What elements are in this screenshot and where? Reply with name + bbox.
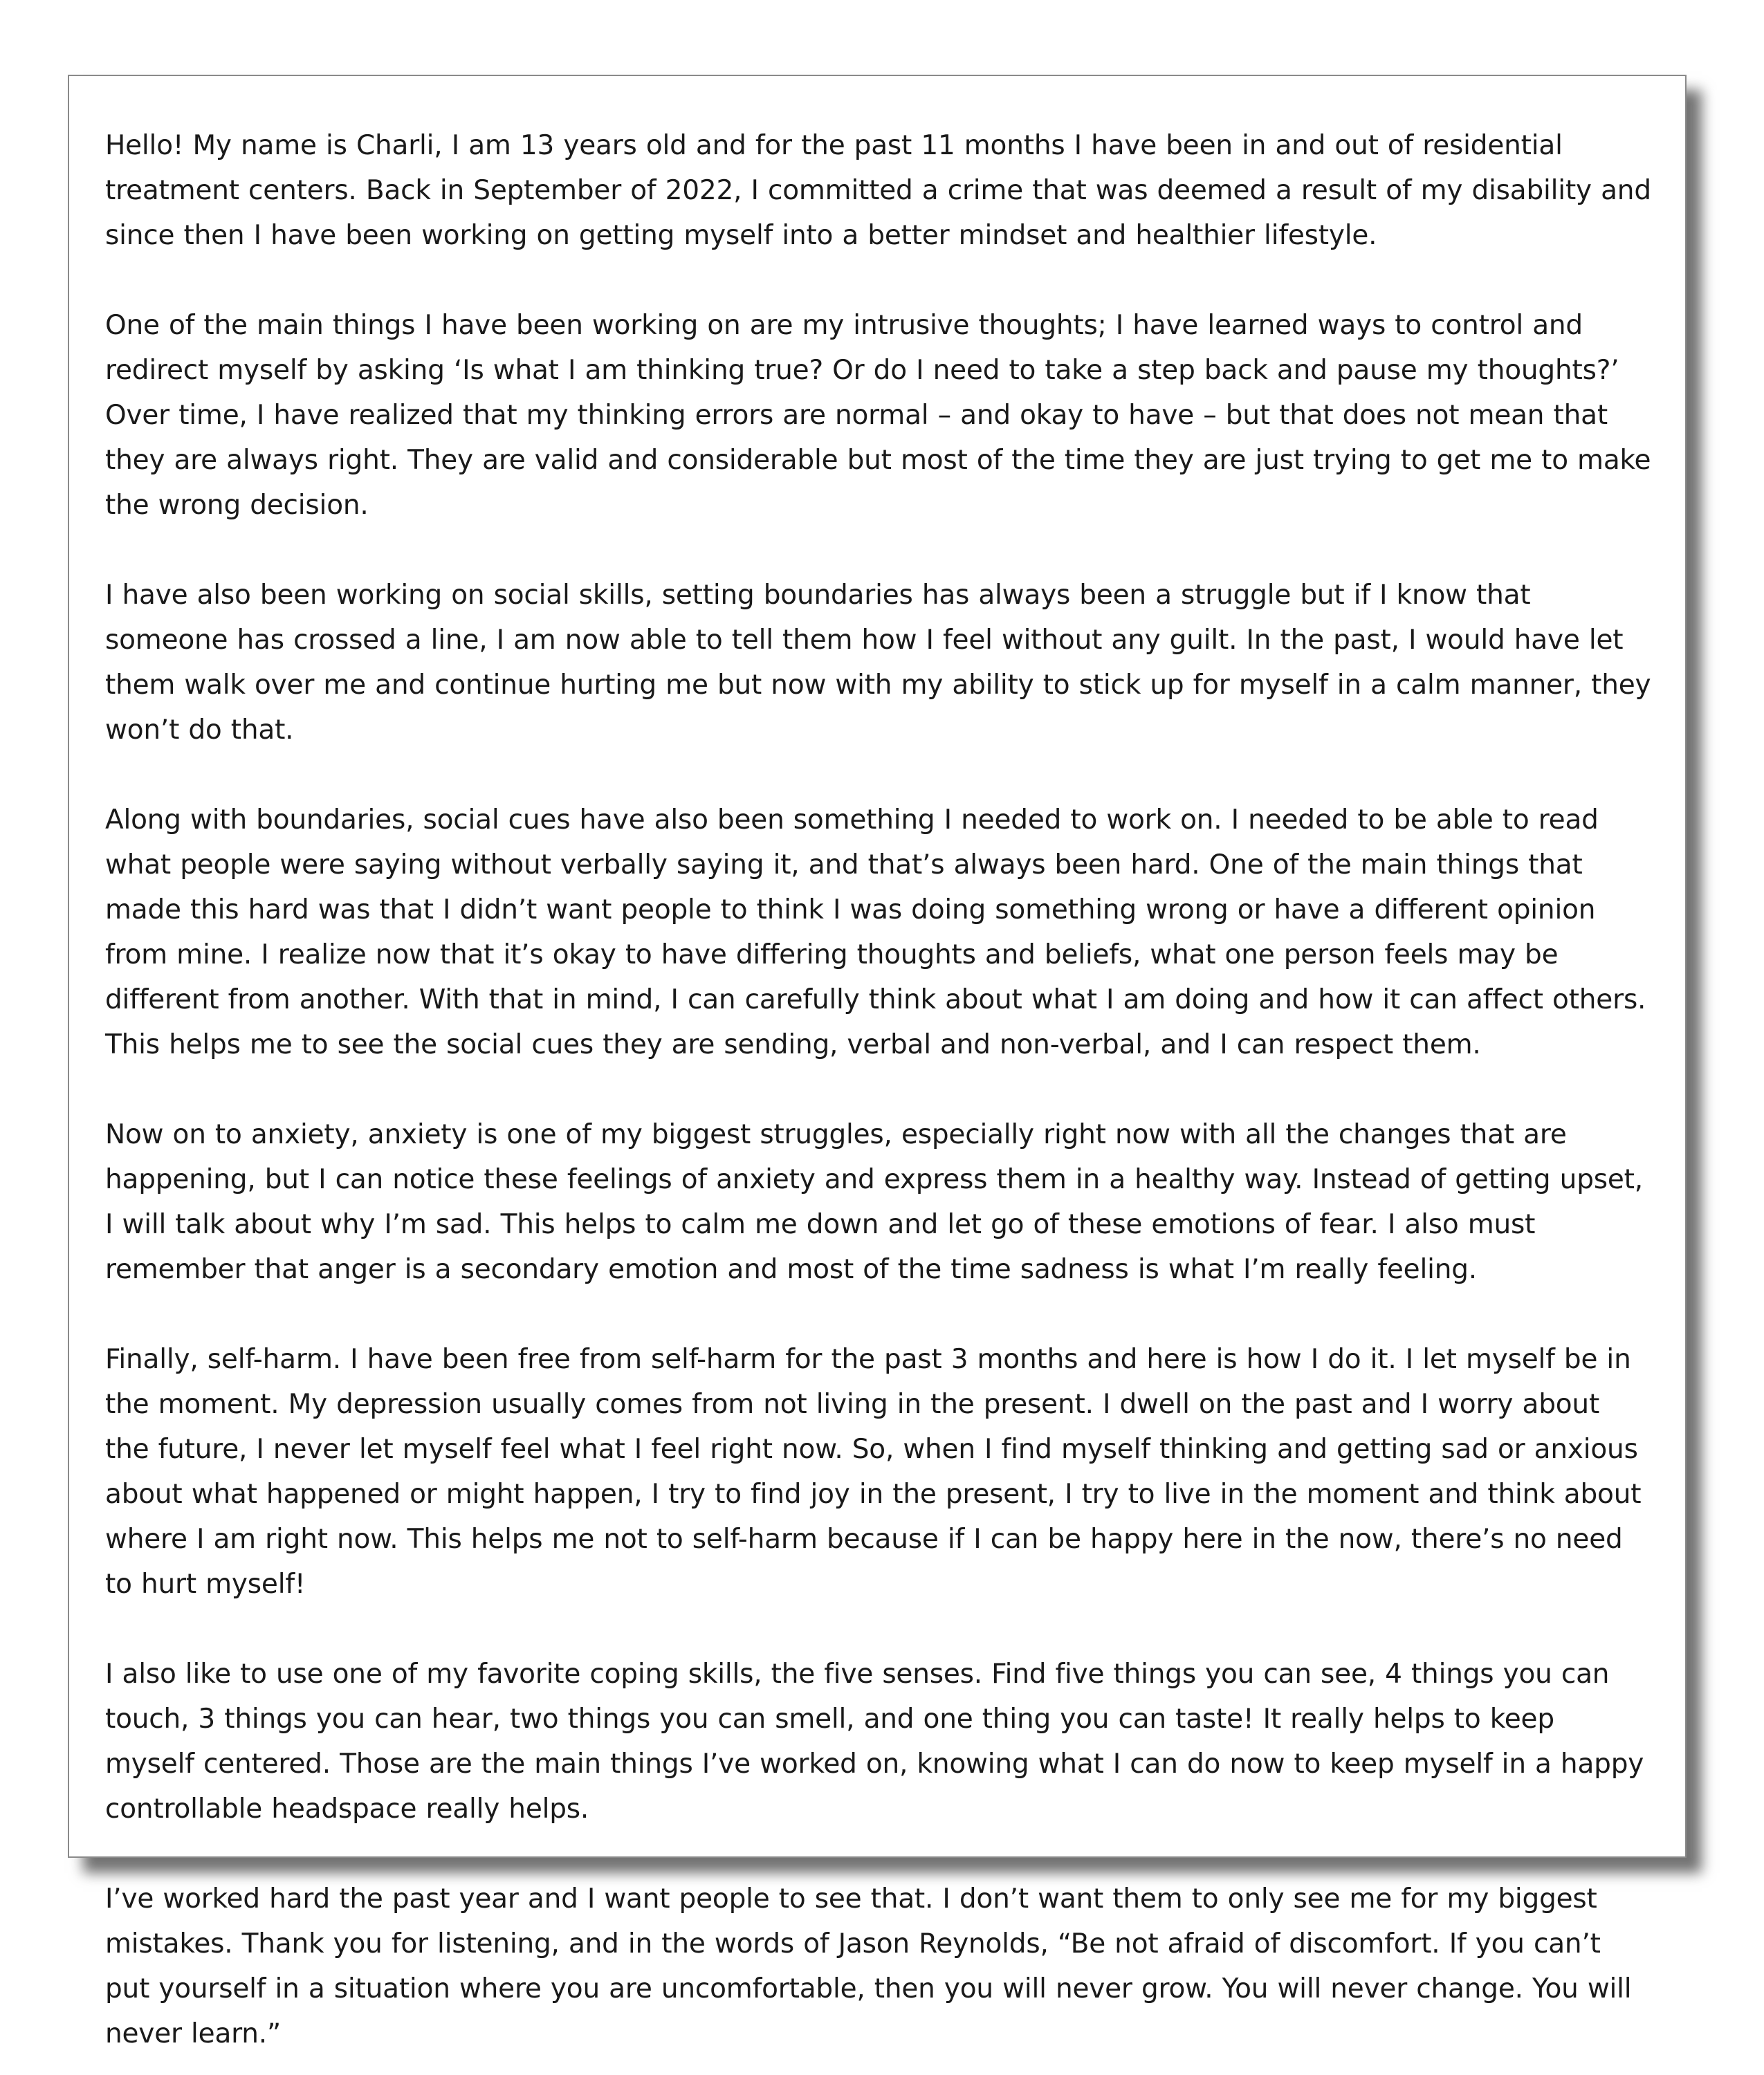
paragraph-self-harm: Finally, self-harm. I have been free from self-harm for the past 3 months and here is how I do it. I let myself be in the moment. My depression usually comes from not living in the present. I dwell on the past and I worry about the future, I never let myself feel what I feel right now. So, when I find myself thinking and getting sad or anxious about what happened or might happen, I try to find joy in the present, I try to live in the moment and think about where I am right now. This helps me not to self-harm because if I can be happy here in the now, there’s no need to hurt myself!	[105, 1344, 1642, 1600]
paragraph-closing: I’ve worked hard the past year and I want people to see that. I don’t want them to only see me for my biggest mistakes. Thank you for listening, and in the words of Jason Reynolds, “Be not afraid of discomfort. If you can’t put yourself in a situation where you are uncomfortable, then you will never grow. You will never change. You will never learn.”	[105, 1883, 1632, 2049]
letter-card	[68, 75, 1687, 2049]
paragraph-introduction: Hello! My name is Charli, I am 13 years old and for the past 11 months I have been in and out of residential treatment centers. Back in September of 2022, I committed a crime that was deemed a result of my disability and since then I have been working on getting myself into a better mindset and healthier lifestyle.	[105, 130, 1651, 251]
paragraph-coping-skills: I also like to use one of my favorite coping skills, the five senses. Find five things you can see, 4 things you can touch, 3 things you can hear, two things you can smell, and one thing you can taste! It really helps to keep myself centered. Those are the main things I’ve worked on, knowing what I can do now to keep myself in a happy controllable headspace really helps.	[105, 1659, 1644, 1825]
paragraph-anxiety: Now on to anxiety, anxiety is one of my biggest struggles, especially right now with all the changes that are happening, but I can notice these feelings of anxiety and express them in a healthy way. Instead of getting upset, I will talk about why I’m sad. This helps to calm me down and let go of these emotions of fear. I also must remember that anger is a secondary emotion and most of the time sadness is what I’m really feeling.	[105, 1119, 1643, 1285]
paragraph-social-cues: Along with boundaries, social cues have also been something I needed to work on. I needed to be able to read what people were saying without verbally saying it, and that’s always been hard. One of the main things that made this hard was that I didn’t want people to think I was doing something wrong or have a different opinion from mine. I realize now that it’s okay to have differing thoughts and beliefs, what one person feels may be different from another. With that in mind, I can carefully think about what I am doing and how it can affect others. This helps me to see the social cues they are sending, verbal and non-verbal, and I can respect them.	[105, 804, 1646, 1060]
paragraph-social-skills: I have also been working on social skills, setting boundaries has always been a struggle but if I know that someone has crossed a line, I am now able to tell them how I feel without any guilt. In the past, I would have let them walk over me and continue hurting me but now with my ability to stick up for myself in a calm manner, they won’t do that.	[105, 580, 1651, 746]
paragraph-intrusive-thoughts: One of the main things I have been working on are my intrusive thoughts; I have learned ways to control and redirect myself by asking ‘Is what I am thinking true? Or do I need to take a step back and pause my thoughts?’ Over time, I have realized that my thinking errors are normal – and okay to have – but that does not mean that they are always right. They are valid and considerable but most of the time they are just trying to get me to make the wrong decision.	[105, 310, 1651, 521]
